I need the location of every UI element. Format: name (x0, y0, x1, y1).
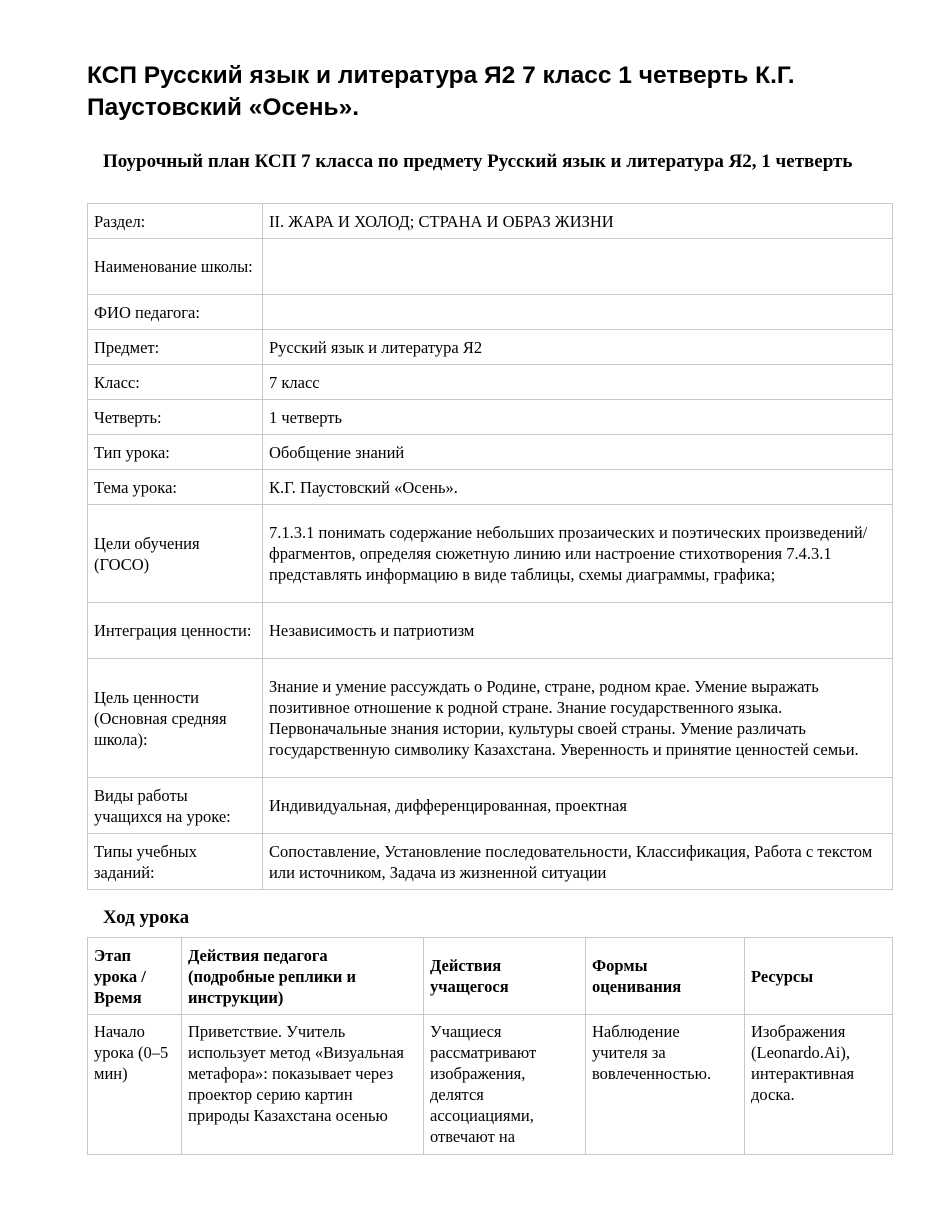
column-header-student-actions: Действия учащегося (424, 938, 586, 1015)
lesson-progress-heading: Ход урока (103, 907, 190, 928)
info-value: Сопоставление, Установление последовательности, Классификация, Работа с текстом или источником, Задача из жизненной ситуации (263, 834, 893, 890)
info-value: Независимость и патриотизм (263, 603, 893, 659)
info-key: Цель ценности (Основная средняя школа): (88, 659, 263, 778)
info-key: Наименование школы: (88, 239, 263, 295)
info-value: Русский язык и литература Я2 (263, 330, 893, 365)
info-key: Виды работы учащихся на уроке: (88, 778, 263, 834)
lesson-progress-table (87, 937, 893, 1155)
info-value (263, 295, 893, 330)
info-key: Четверть: (88, 400, 263, 435)
resources-cell: Изображения (Leonardo.Ai), интерактивная доска. (745, 1015, 893, 1155)
info-key: Класс: (88, 365, 263, 400)
table-row (88, 435, 893, 470)
info-key: Тема урока: (88, 470, 263, 505)
table-row (88, 204, 893, 239)
info-value: Обобщение знаний (263, 435, 893, 470)
info-key: Типы учебных заданий: (88, 834, 263, 890)
table-row (88, 659, 893, 778)
info-key: Раздел: (88, 204, 263, 239)
assessment-cell: Наблюдение учителя за вовлеченностью. (586, 1015, 745, 1155)
info-key: Интеграция ценности: (88, 603, 263, 659)
document-title: КСП Русский язык и литература Я2 7 класс 1 четверть К.Г. Паустовский «Осень». (87, 62, 795, 121)
info-value: К.Г. Паустовский «Осень». (263, 470, 893, 505)
table-row (88, 603, 893, 659)
info-value: 7.1.3.1 понимать содержание небольших прозаических и поэтических произведений/ фрагментов, определяя сюжетную линию или настроение стихотворения 7.4.3.1 представлять информацию в виде таблицы, схемы диаграммы, графика; (263, 505, 893, 603)
table-header-row (88, 938, 893, 1015)
table-row (88, 778, 893, 834)
table-row (88, 1015, 893, 1155)
info-key: Предмет: (88, 330, 263, 365)
info-value (263, 239, 893, 295)
column-header-resources: Ресурсы (745, 938, 893, 1015)
table-row (88, 330, 893, 365)
table-row (88, 834, 893, 890)
info-value: Знание и умение рассуждать о Родине, стране, родном крае. Умение выражать позитивное отношение к родной стране. Знание государственного языка. Первоначальные знания истории, культуры своей страны. Умение различать государственную символику Казахстана. Уверенность и принятие ценностей семьи. (263, 659, 893, 778)
stage-cell: Начало урока (0–5 мин) (88, 1015, 182, 1155)
info-value: 1 четверть (263, 400, 893, 435)
teacher-actions-cell: Приветствие. Учитель использует метод «Визуальная метафора»: показывает через проектор серию картин природы Казахстана осенью (182, 1015, 424, 1155)
info-value: 7 класс (263, 365, 893, 400)
plan-heading: Поурочный план КСП 7 класса по предмету Русский язык и литература Я2, 1 четверть (103, 151, 853, 172)
table-row (88, 505, 893, 603)
lesson-info-table (87, 203, 893, 890)
table-row (88, 470, 893, 505)
info-value: Индивидуальная, дифференцированная, проектная (263, 778, 893, 834)
info-key: Цели обучения (ГОСО) (88, 505, 263, 603)
table-row (88, 295, 893, 330)
table-row (88, 239, 893, 295)
info-key: ФИО педагога: (88, 295, 263, 330)
student-actions-cell: Учащиеся рассматривают изображения, делятся ассоциациями, отвечают на (424, 1015, 586, 1155)
column-header-stage: Этап урока / Время (88, 938, 182, 1015)
table-row (88, 400, 893, 435)
column-header-assessment: Формы оценивания (586, 938, 745, 1015)
column-header-teacher-actions: Действия педагога (подробные реплики и инструкции) (182, 938, 424, 1015)
info-key: Тип урока: (88, 435, 263, 470)
table-row (88, 365, 893, 400)
info-value: II. ЖАРА И ХОЛОД; СТРАНА И ОБРАЗ ЖИЗНИ (263, 204, 893, 239)
